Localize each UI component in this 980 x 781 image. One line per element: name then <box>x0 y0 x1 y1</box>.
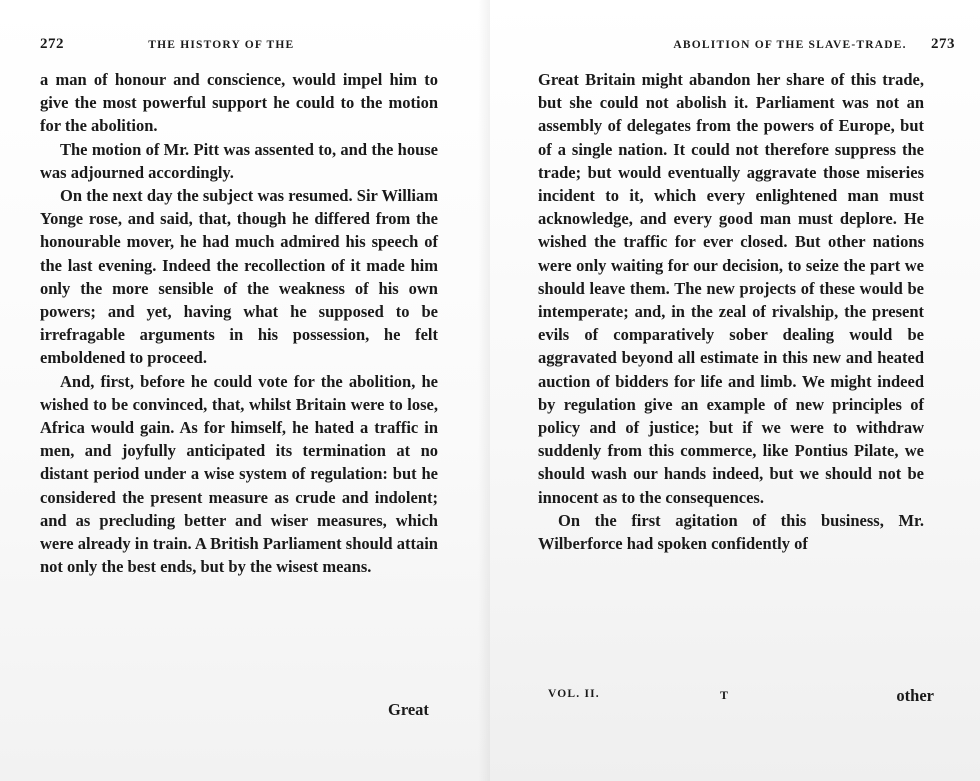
right-catchword: other <box>896 686 934 705</box>
right-page <box>490 0 980 781</box>
paragraph: On the first agitation of this business, Mr. Wilberforce had spoken confidently of <box>538 510 924 554</box>
paragraph: Great Britain might abandon her share of this trade, but she could not abolish it. Parliament was not an assembly of delegates from the powers of Europe, but of a single nation. It could not therefore suppress the trade; but would eventually aggravate those miseries incident to it, which every enlightened man must acknowledge, and every good man must deplore. He wished the traffic for ever closed. But other nations were only waiting for our decision, to seize the part we should leave them. The new projects of these would be intemperate; and, in the zeal of rivalship, the present evils of comparatively sober dealing would be aggravated beyond all estimate in this new and heated auction of bidders for life and limb. We might indeed by regulation give an example of new principles of policy and of justice; but if we were to withdraw suddenly from this commerce, like Pontius Pilate, we should wash our hands indeed, but we should not be innocent as to the consequences. <box>538 70 924 507</box>
signature-mark: T <box>720 688 729 702</box>
paragraph: And, first, before he could vote for the abolition, he wished to be convinced, that, whilst Britain were to lose, Africa would gain. As for himself, he hated a traffic in men, and joyfully anticipated its termination at no distant period under a wise system of regulation: but he considered the present measure as crude and indolent; and as precluding better and wiser measures, which were already in train. A British Parliament should attain not only the best ends, but by the wisest means. <box>40 371 438 577</box>
left-page-number: 272 <box>40 36 64 52</box>
left-running-title: THE HISTORY OF THE <box>148 39 295 51</box>
right-body-text <box>538 68 924 555</box>
paragraph: a man of honour and conscience, would impel him to give the most powerful support he could to the motion for the abolition. <box>40 70 438 136</box>
paragraph: On the next day the subject was resumed. Sir William Yonge rose, and said, that, though he differed from the honourable mover, he had much admired his speech of the last evening. Indeed the recollection of it made him only the more sensible of the weakness of his own powers; and yet, having what he supposed to be irrefragable arguments in his possession, he felt emboldened to proceed. <box>40 186 438 368</box>
left-body-text <box>40 68 438 578</box>
left-running-head <box>40 36 440 56</box>
right-running-head <box>607 36 955 56</box>
paragraph: The motion of Mr. Pitt was assented to, and the house was adjourned accordingly. <box>40 139 438 182</box>
right-running-title: ABOLITION OF THE SLAVE-TRADE. <box>673 39 907 51</box>
volume-label: VOL. II. <box>548 688 600 700</box>
left-catchword: Great <box>388 700 429 719</box>
right-page-footer <box>548 686 934 708</box>
right-page-number: 273 <box>931 36 955 52</box>
